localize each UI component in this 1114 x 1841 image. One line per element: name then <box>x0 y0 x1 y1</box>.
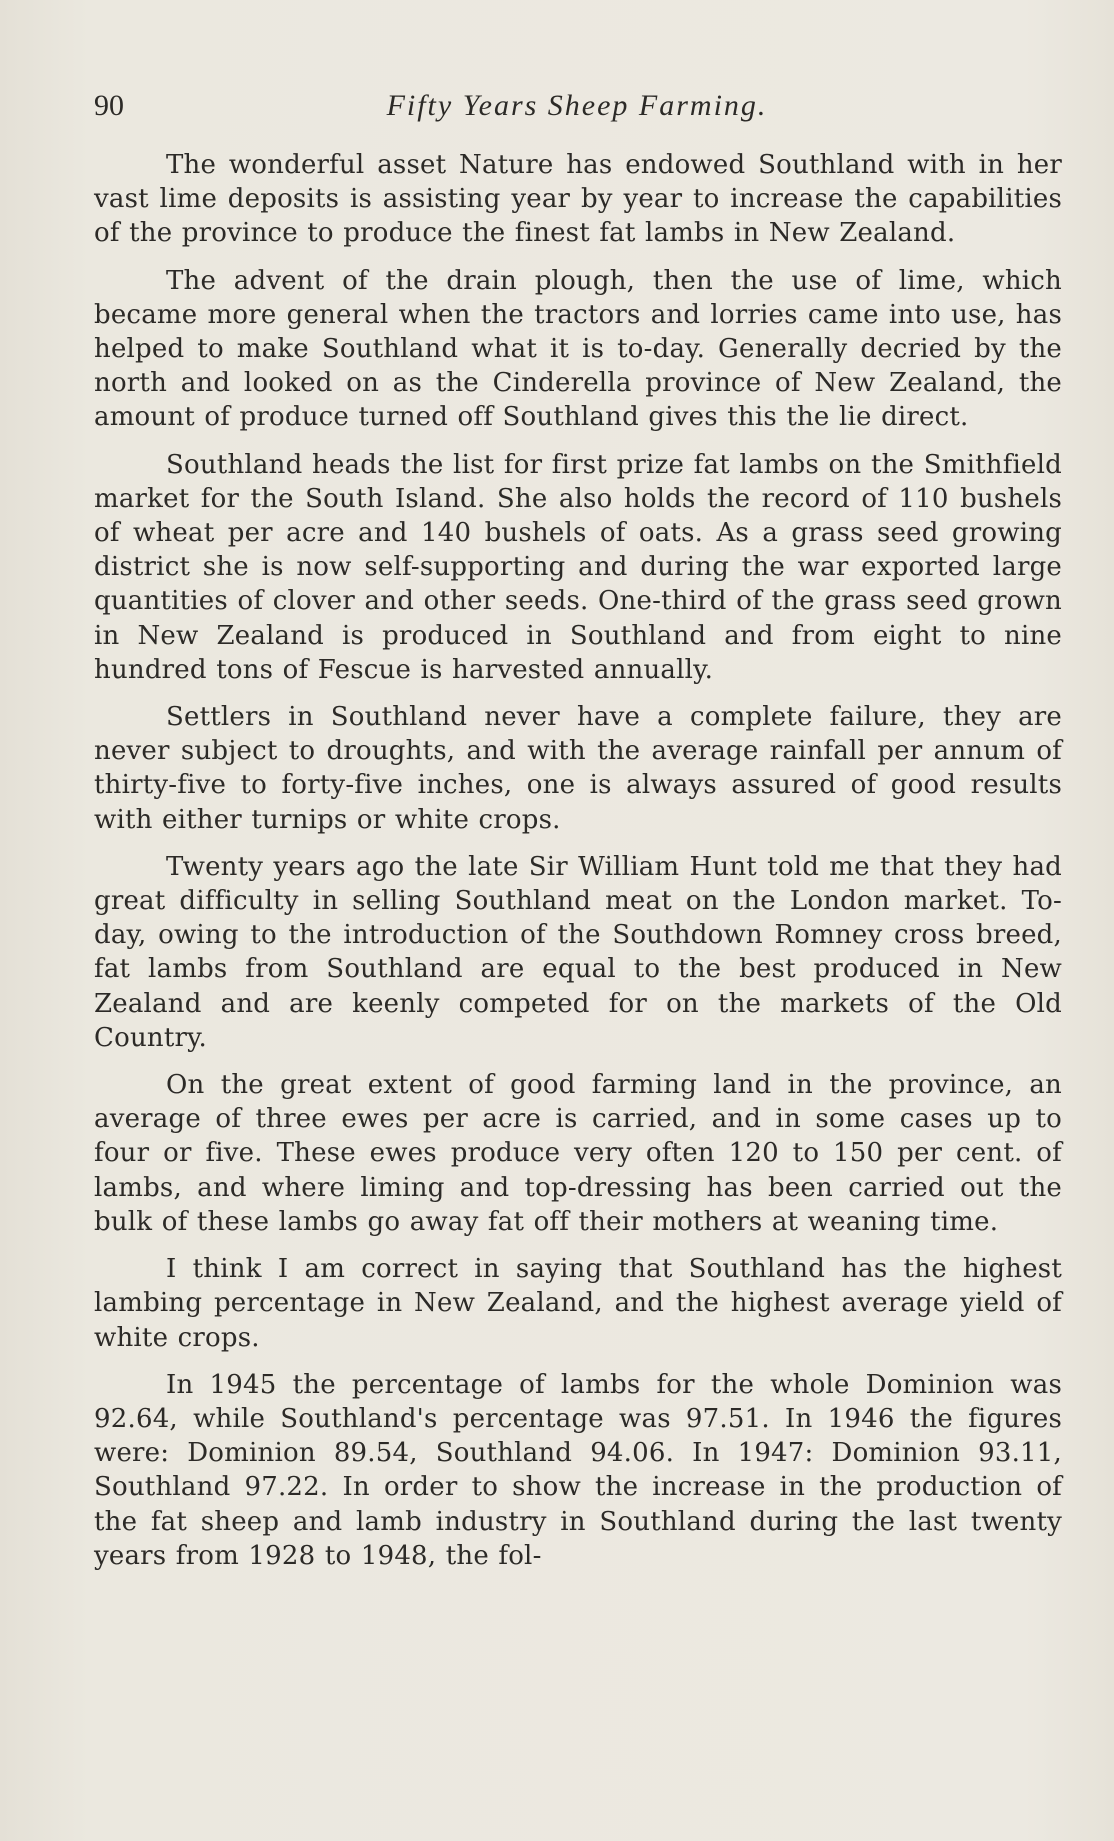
paragraph-lambing-percentage: I think I am correct in saying that Southland has the highest lambing percentage in New Zealand, and the highest average yield of white crops. <box>94 1254 1062 1353</box>
paragraph-ewes-per-acre: On the great extent of good farming land in the province, an average of three ewes per acre is carried, and in some cases up to four or five. These ewes produce very often 120 to 150 per cent. of lambs, and where liming and top-dressing has been carried out the bulk of these lambs go away fat off their mothers at weaning time. <box>94 1070 1062 1237</box>
paragraph-william-hunt: Twenty years ago the late Sir William Hunt told me that they had great difficulty in selling Southland meat on the London market. To-day, owing to the introduction of the Southdown Romney cross breed, fat lambs from Southland are equal to the best produced in New Zealand and are keenly competed for on the markets of the Old Country. <box>94 851 1062 1053</box>
paragraph-drain-plough: The advent of the drain plough, then the use of lime, which became more general when the tractors and lorries came into use, has helped to make Southland what it is to-day. Generally decried by the north and looked on as the Cinderella province of New Zealand, the amount of produce turned off Southland gives this the lie direct. <box>94 265 1062 433</box>
paragraph-lime-deposits: The wonderful asset Nature has endowed Southland with in her vast lime deposits is assisting year by year to increase the capabilities of the province to produce the finest fat lambs in New Zealand. <box>94 150 1062 249</box>
running-title: Fifty Years Sheep Farming. <box>386 89 768 122</box>
running-head <box>94 84 1060 128</box>
paragraph-smithfield-market: Southland heads the list for first prize fat lambs on the Smithfield market for the South Island. She also holds the record of 110 bushels of wheat per acre and 140 bushels of oats. As a grass seed growing district she is now self-supporting and during the war exported large quantities of clover and other seeds. One-third of the grass seed grown in New Zealand is produced in Southland and from eight to nine hundred tons of Fescue is harvested annually. <box>94 449 1062 685</box>
paragraph-rainfall: Settlers in Southland never have a complete failure, they are never subject to droughts, and with the average rainfall per annum of thirty-five to forty-five inches, one is always assured of good results with either turnips or white crops. <box>94 702 1062 835</box>
page-number: 90 <box>94 89 124 122</box>
paragraph-dominion-figures: In 1945 the percentage of lambs for the whole Dominion was 92.64, while Southland's percentage was 97.51. In 1946 the figures were: Dominion 89.54, Southland 94.06. In 1947: Dominion 93.11, Southland 97.22. In order to show the increase in the production of the fat sheep and lamb industry in Southland during the last twenty years from 1928 to 1948, the fol- <box>94 1369 1062 1571</box>
body-text <box>94 148 1062 1573</box>
